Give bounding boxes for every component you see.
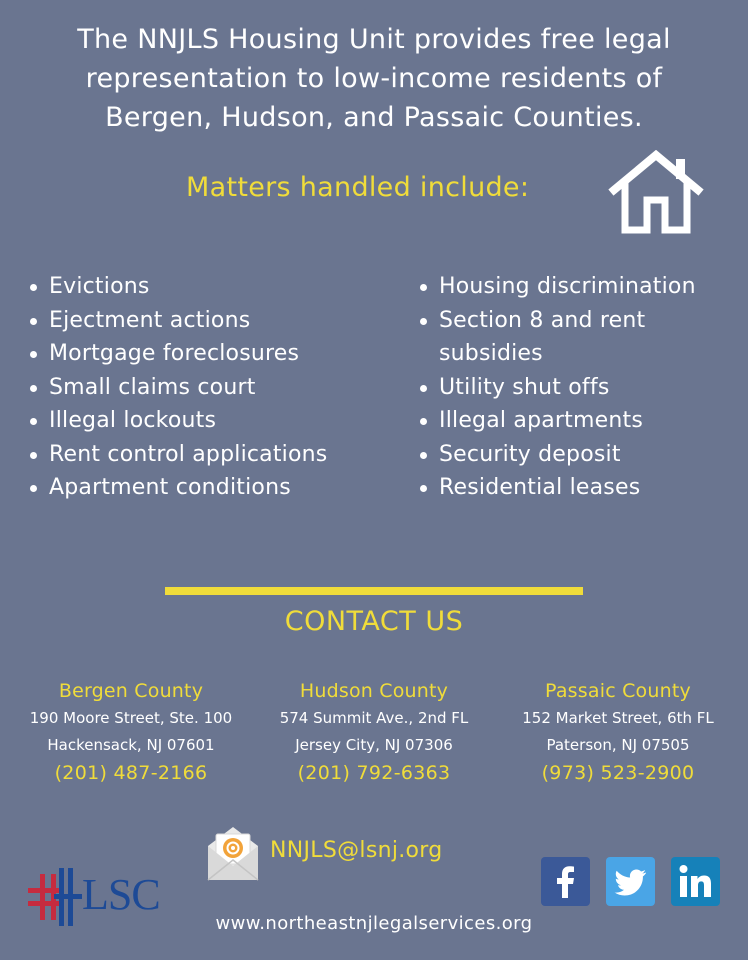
list-item: Section 8 and rent subsidies <box>417 304 717 371</box>
county-passaic <box>495 678 741 788</box>
county-name: Hudson County <box>299 680 449 702</box>
linkedin-icon[interactable] <box>671 857 720 906</box>
list-item: Utility shut offs <box>417 371 717 405</box>
intro-text <box>30 20 718 137</box>
county-bergen <box>8 678 254 788</box>
twitter-icon[interactable] <box>606 857 655 906</box>
intro-line: representation to low-income residents of <box>85 63 663 94</box>
intro-line: Bergen, Hudson, and Passaic Counties. <box>105 102 643 133</box>
list-item: Illegal lockouts <box>27 404 387 438</box>
matters-heading: Matters handled include: <box>186 172 530 203</box>
list-item: Small claims court <box>27 371 387 405</box>
house-icon <box>608 150 704 236</box>
contact-heading: CONTACT US <box>284 606 464 637</box>
list-item: Housing discrimination <box>417 270 717 304</box>
list-item: Rent control applications <box>27 438 387 472</box>
list-item: Mortgage foreclosures <box>27 337 387 371</box>
county-phone[interactable]: (973) 523-2900 <box>541 762 695 784</box>
county-city: Hackensack, NJ 07601 <box>47 736 215 754</box>
county-street: 152 Market Street, 6th FL <box>522 709 714 727</box>
county-phone[interactable]: (201) 792-6363 <box>297 762 451 784</box>
county-city: Paterson, NJ 07505 <box>546 736 690 754</box>
section-divider <box>165 587 583 595</box>
county-street: 190 Moore Street, Ste. 100 <box>29 709 233 727</box>
list-item: Evictions <box>27 270 387 304</box>
county-hudson <box>251 678 497 788</box>
list-item: Residential leases <box>417 471 717 505</box>
website-link[interactable]: www.northeastnjlegalservices.org <box>215 913 533 934</box>
list-item: Ejectment actions <box>27 304 387 338</box>
lsc-logo-text: LSC <box>82 870 160 919</box>
facebook-icon[interactable] <box>541 857 590 906</box>
county-street: 574 Summit Ave., 2nd FL <box>279 709 469 727</box>
matters-list-right <box>417 270 717 505</box>
county-city: Jersey City, NJ 07306 <box>295 736 453 754</box>
county-phone[interactable]: (201) 487-2166 <box>54 762 208 784</box>
matters-list-left <box>27 270 387 505</box>
county-name: Bergen County <box>58 680 204 702</box>
email-link[interactable]: NNJLS@lsnj.org <box>270 838 443 863</box>
list-item: Security deposit <box>417 438 717 472</box>
list-item: Illegal apartments <box>417 404 717 438</box>
list-item: Apartment conditions <box>27 471 387 505</box>
county-name: Passaic County <box>545 680 691 702</box>
envelope-at-icon <box>206 826 260 882</box>
intro-line: The NNJLS Housing Unit provides free legal <box>77 24 671 55</box>
